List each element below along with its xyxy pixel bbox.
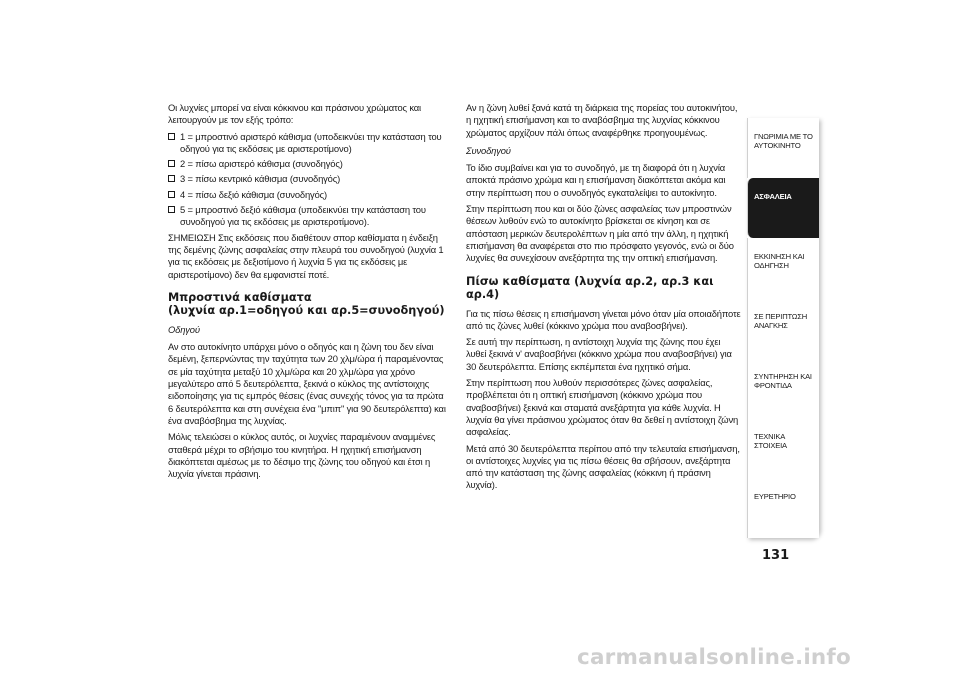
bullet-item [168, 173, 446, 185]
tab-label: ΓΝΩΡΙΜΙΑ ΜΕ ΤΟ ΑΥΤΟΚΙΝΗΤΟ [754, 132, 813, 150]
subheading-driver: Οδηγού [168, 323, 200, 335]
bullet-item [168, 158, 446, 170]
rear-paragraph-4: Μετά από 30 δευτερόλεπτα περίπου από την τελευταία επισήμανση, οι αντίστοιχες λυχνίες για τις πίσω θέσεις θα σβήσουν, ανεξάρτητα από την κατάσταση της ζώνης ασφαλείας (κόκκινη ή πράσινη λυχνία). [466, 442, 740, 491]
tab-label: ΣΥΝΤΗΡΗΣΗ ΚΑΙ ΦΡΟΝΤΙΔΑ [754, 372, 812, 390]
checkbox-bullet-icon [168, 175, 175, 182]
tab-index[interactable] [747, 478, 819, 538]
bullet-item [168, 189, 446, 201]
heading-line-1: Μπροστινά καθίσματα [168, 290, 312, 304]
chapter-sidebar [747, 118, 819, 538]
bullet-text: 3 = πίσω κεντρικό κάθισμα (συνοδηγός) [180, 173, 341, 185]
tab-starting-driving[interactable] [747, 238, 819, 298]
tab-label: ΕΥΡΕΤΗΡΙΟ [754, 492, 796, 501]
checkbox-bullet-icon [168, 133, 175, 140]
intro-paragraph: Οι λυχνίες μπορεί να είναι κόκκινου και πράσινου χρώματος και λειτουργούν με τον εξής τρόπο: [168, 102, 421, 126]
tab-label: ΣΕ ΠΕΡΙΠΤΩΣΗ ΑΝΑΓΚΗΣ [754, 312, 808, 330]
passenger-paragraph-2: Στην περίπτωση που και οι δύο ζώνες ασφαλείας των μπροστινών θέσεων λυθούν ενώ το αυτοκίνητο βρίσκεται σε κίνηση και σε απόσταση μερικών δευτερολέπτων η μία από την άλλη, η ηχητική επισήμανση θα αναφέρεται στο πιο πρόσφατο γεγονός, ενώ οι δύο λυχνίες θα συνεχίσουν ανεξάρτητα της την οπτική επισήμανση. [466, 203, 734, 264]
page-number: 131 [762, 548, 790, 563]
tab-label: ΕΚΚΙΝΗΣΗ ΚΑΙ ΟΔΗΓΗΣΗ [754, 252, 805, 270]
bullet-text: 5 = μπροστινό δεξιό κάθισμα (υποδεικνύει την κατάσταση του συνοδηγού για τις εκδόσεις με αριστεροτίμονο). [180, 204, 426, 228]
bullet-item [168, 131, 446, 156]
tab-emergency[interactable] [747, 298, 819, 358]
right-column [466, 102, 742, 496]
rear-paragraph-3: Στην περίπτωση που λυθούν περισσότερες ζώνες ασφαλείας, προβλέπεται ότι η οπτική επισήμανση (κόκκινο χρώμα που αναβοσβήνει) ξεκινά και σταματά ανεξάρτητα για κάθε λυχνία. Η λυχνία θα γίνει πράσινου χρώματος όταν θα δεθεί η αντίστοιχη ζώνη ασφαλείας. [466, 377, 739, 438]
tab-safety[interactable] [747, 178, 819, 238]
heading-line-2: (λυχνία αρ.1=οδηγού και αρ.5=συνοδηγού) [168, 304, 445, 318]
rear-paragraph-2: Σε αυτή την περίπτωση, η αντίστοιχη λυχνία της ζώνης που έχει λυθεί ξεκινά ν' αναβοσβήνει (κόκκινο χρώμα που αναβοσβήνει) για 30 δευτερόλεπτα. Επίσης εκπέμπεται ένα ηχητικό σήμα. [466, 336, 732, 372]
bullet-text: 2 = πίσω αριστερό κάθισμα (συνοδηγός) [180, 158, 343, 170]
section-heading-rear-seats: Πίσω καθίσματα (λυχνία αρ.2, αρ.3 και αρ.4) [466, 274, 714, 302]
bullet-text: 4 = πίσω δεξιό κάθισμα (συνοδηγός) [180, 188, 327, 200]
tab-getting-to-know[interactable] [747, 118, 819, 178]
checkbox-bullet-icon [168, 191, 175, 198]
tab-label: ΑΣΦΑΛΕΙΑ [754, 192, 792, 201]
tab-technical-data[interactable] [747, 418, 819, 478]
checkbox-bullet-icon [168, 206, 175, 213]
note-paragraph: ΣΗΜΕΙΩΣΗ Στις εκδόσεις που διαθέτουν σπορ καθίσματα η ένδειξη της δεμένης ζώνης ασφαλείας στην πλευρά του συνοδηγού (λυχνία 1 για τις εκδόσεις με δεξιοτίμονο ή λυχνία 5 για τις εκδόσεις με αριστεροτίμονο) δεν θα εμφανιστεί ποτέ. [168, 231, 444, 280]
bullet-text: 1 = μπροστινό αριστερό κάθισμα (υποδεικνύει την κατάσταση του οδηγού για τις εκδόσεις με αριστεροτίμονο) [180, 130, 442, 154]
passenger-paragraph-1: Το ίδιο συμβαίνει και για το συνοδηγό, με τη διαφορά ότι η λυχνία αποκτά πράσινο χρώμα και η επισήμανση διακόπτεται ακόμα και στην περίπτωση που ο συνοδηγός εγκαταλείψει το αυτοκίνητο. [466, 162, 726, 198]
driver-paragraph-1: Αν στο αυτοκίνητο υπάρχει μόνο ο οδηγός και η ζώνη του δεν είναι δεμένη, ξεπερνώντας την ταχύτητα των 20 χλμ/ώρα ή παραμένοντας σε μία ταχύτητα μεταξύ 10 χλμ/ώρα και 20 χλμ/ώρα για χρόνο μεγαλύτερο από 5 δευτερόλεπτα, ξεκινά ο κύκλος της αντίστοιχης ειδοποίησης για τις εμπρός θέσεις (ένας συνεχής τόνος για τα πρώτα 6 δευτερόλεπτα και στη συνέχεια ένα "μπιπ" για 90 δευτερόλεπτα) και ένα αναβόσβημα της λυχνίας. [168, 341, 446, 426]
right-paragraph-1: Αν η ζώνη λυθεί ξανά κατά τη διάρκεια της πορείας του αυτοκινήτου, η ηχητική επισήμανση και το αναβόσβημα της λυχνίας κόκκινου χρώματος αρχίζουν πάλι όπως αναφέρθηκε προηγουμένως. [466, 102, 738, 138]
checkbox-bullet-icon [168, 160, 175, 167]
bullet-item [168, 204, 446, 229]
left-column [168, 102, 446, 484]
tab-maintenance[interactable] [747, 358, 819, 418]
tab-label: ΤΕΧΝΙΚΑ ΣΤΟΙΧΕΙΑ [754, 432, 787, 450]
subheading-passenger: Συνοδηγού [466, 144, 511, 156]
section-heading-front-seats [168, 291, 446, 318]
driver-paragraph-2: Μόλις τελειώσει ο κύκλος αυτός, οι λυχνίες παραμένουν αναμμένες σταθερά μέχρι το σβήσιμο του κινητήρα. Η ηχητική επισήμανση διακόπτεται αμέσως με το δέσιμο της ζώνης του οδηγού και έτσι η λυχνία γίνεται πράσινη. [168, 431, 436, 480]
watermark: carmanualsonline.info [577, 645, 851, 670]
rear-paragraph-1: Για τις πίσω θέσεις η επισήμανση γίνεται μόνο όταν μία οποιαδήποτε από τις ζώνες λυθεί (κόκκινο χρώμα που αναβοσβήνει). [466, 307, 741, 331]
